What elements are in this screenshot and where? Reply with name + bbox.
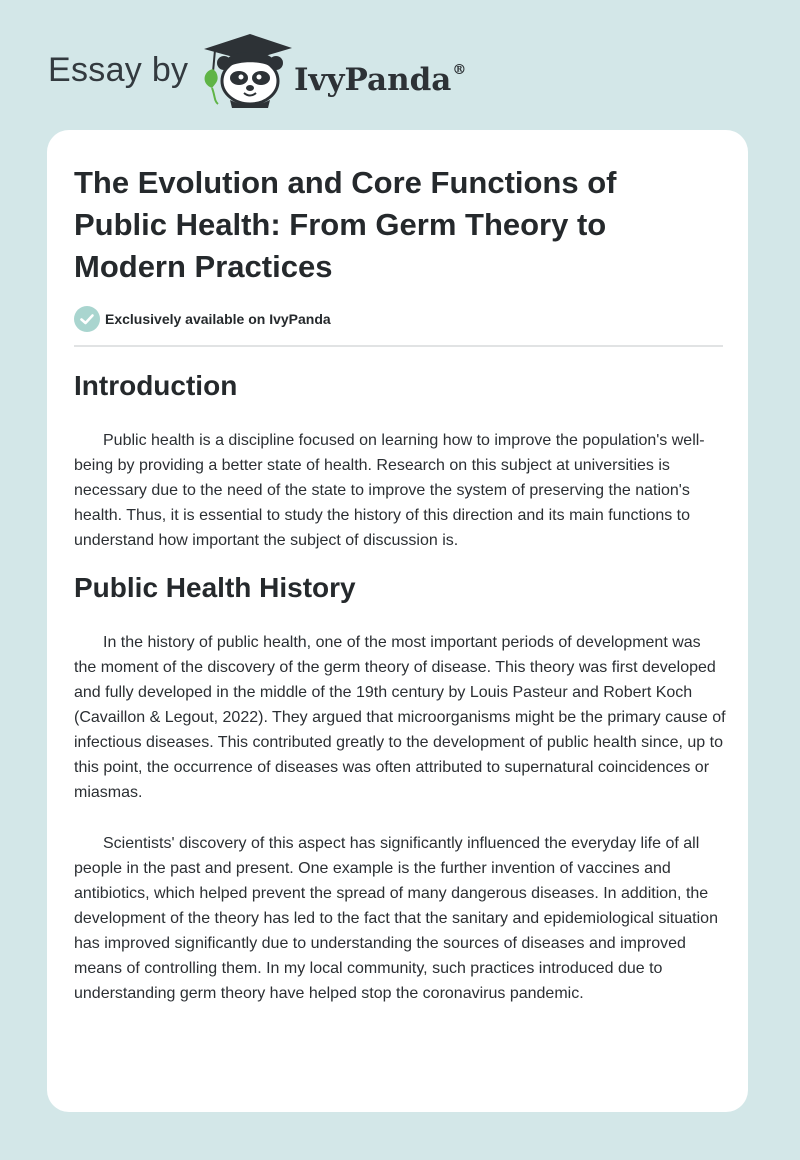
site-header [48,28,548,108]
essay-title: The Evolution and Core Functions of Public Health: From Germ Theory to Modern Practices [74,165,617,284]
title-divider [74,345,723,347]
essay-card [47,130,748,1112]
exclusive-badge-label: Exclusively available on IvyPanda [105,311,331,327]
section-heading-public-health-history: Public Health History [74,572,356,603]
essay-by-label: Essay by [48,51,189,89]
ivypanda-logo-text[interactable]: IvyPanda® [294,62,467,98]
paragraph-history-1: In the history of public health, one of the most important periods of development was the moment of the discovery of the germ theory of disease. This theory was first developed and fully developed in the middle of the 19th century by Louis Pasteur and Robert Koch (Cavaillon & Legout, 2022). They argued that microorganisms might be the primary cause of infectious diseases. This contributed greatly to the development of public health since, up to this point, the occurrence of diseases was often attributed to supernatural coincidences or miasmas. [74,634,726,801]
paragraph-introduction: Public health is a discipline focused on learning how to improve the population's well-being by providing a better state of health. Research on this subject at universities is necessary due to the need of the state to improve the system of preserving the nation's health. Thus, it is essential to study the history of this direction and its main functions to understand how important the subject of discussion is. [74,432,705,549]
check-circle-icon [74,306,100,332]
section-heading-introduction: Introduction [74,370,238,401]
exclusive-badge [74,306,331,332]
panda-graduate-icon [198,28,294,108]
paragraph-history-2: Scientists' discovery of this aspect has significantly influenced the everyday life of all people in the past and present. One example is the further invention of vaccines and antibiotics, which helped prevent the spread of many dangerous diseases. In addition, the development of the theory has led to the fact that the sanitary and epidemiological situation has improved significantly due to understanding the sources of diseases and improved means of controlling them. In my local community, such practices introduced due to understanding germ theory have helped stop the coronavirus pandemic. [74,835,718,1002]
